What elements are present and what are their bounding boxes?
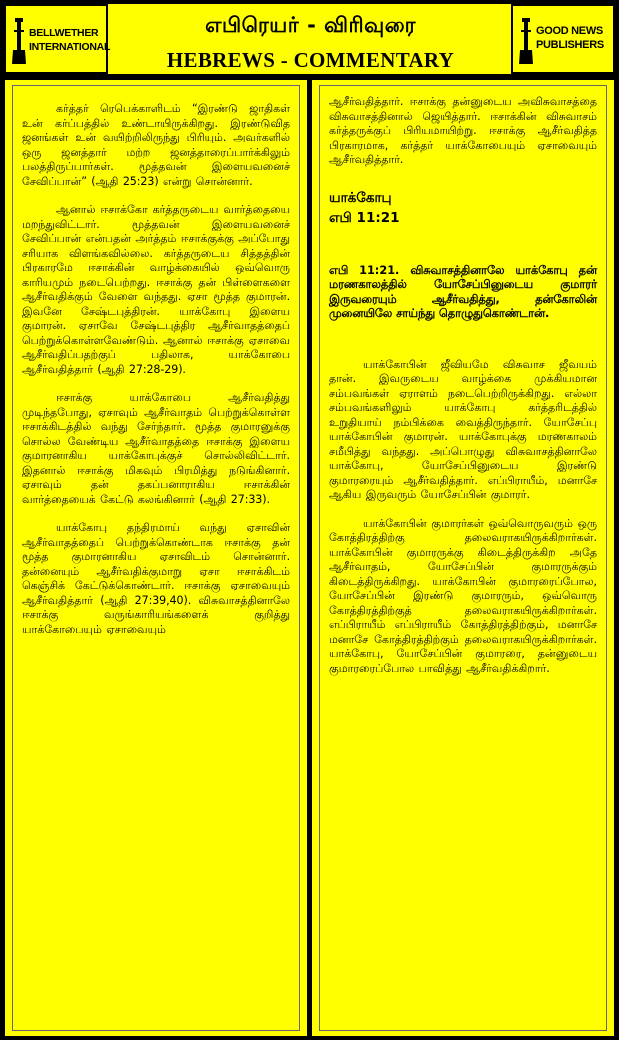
logo-right-line2: PUBLISHERS: [536, 39, 604, 51]
page-title: [112, 4, 509, 74]
bellwether-logo: [4, 4, 111, 74]
header: [3, 3, 616, 75]
left-paragraph: ஈசாக்கு யாக்கோபை ஆசீர்வதித்து முடிந்தபோது, ஏசாவும் ஆசீர்வாதம் பெற்றுக்கொள்ள ஈசாக்கிடத்தில் வந்து சேர்ந்தார். மூத்த குமாரனுக்கு சொல்ல வேண்டிய ஆசீர்வாதத்தை ஈசாக்கு இளைய குமாரனாகிய யாக்கோபுக்குச் சொல்லிவிட்டார். இதனால் ஈசாக்கு மிகவும் பிரமித்து நடுங்கினார். ஏசாவும் தன் தகப்பனாராகிய ஈசாக்கின் வார்த்தையைக் கேட்டு கலங்கினார் (ஆதி 27:33).: [22, 391, 290, 506]
logo-left-line1: BELLWETHER: [29, 27, 99, 39]
section-heading-reference: எபி 11:21: [329, 209, 400, 226]
scripture-verse: எபி 11:21. விசுவாசத்தினாலே யாக்கோபு தன் மரணகாலத்தில் யோசேப்பினுடைய குமாரர் இருவரையும் ஆசீர்வதித்து, தன்கோலின் முனையிலே சாய்ந்து தொழுதுகொண்டான்.: [329, 263, 597, 320]
section-heading: [329, 188, 597, 228]
goodnews-logo: [511, 4, 615, 74]
logo-right-line1: GOOD NEWS: [536, 25, 603, 37]
right-intro-paragraph: ஆசீர்வதித்தார். ஈசாக்கு தன்னுடைய அவிசுவாசத்தை விசுவாசத்தினால் ஜெயித்தார். ஈசாக்கின் விசுவாசம் கர்த்தருக்குப் பிரியமாயிற்று. ஈசாக்கு ஆசீர்வதித்த பிரகாரமாக, கர்த்தர் யாக்கோபையும் ஏசாவையும் ஆசீர்வதித்தார்.: [329, 95, 597, 166]
bellwether-logo-icon: [12, 18, 26, 64]
right-paragraph: யாக்கோபின் குமாரர்கள் ஒவ்வொருவரும் ஒரு கோத்திரத்திற்கு தலைவராகயிருக்கிறார்கள். யாக்கோபின் குமாரருக்கு கிடைத்திருக்கிற அதே ஆசீர்வாதம், யோசேப்பின் குமாரருக்கும் கிடைத்திருக்கிறது. யாக்கோபின் குமாரரைப்போல, யோசேப்பின் இரண்டு குமாரரும், ஒவ்வொரு கோத்திரத்திற்குத் தலைவராகயிருக்கிறார்கள். எப்பிராயீம் எப்பிராயீம் கோத்திரத்திற்கும், மனாசே மனாசே கோத்திரத்திற்கும் தலைவராகயிருக்கிறார்கள். யாக்கோபு, யோசேப்பின் குமாரரை, தன்னுடைய குமாரரைப்போல பாவித்து ஆசீர்வதிக்கிறார்.: [329, 516, 597, 675]
right-column: [311, 79, 615, 1037]
title-tamil: எபிரெயர் - விரிவுரை: [205, 13, 416, 37]
left-paragraph: யாக்கோபு தந்திரமாய் வந்து ஏசாவின் ஆசீர்வாதத்தைப் பெற்றுக்கொண்டாக ஈசாக்கு தன் மூத்த குமாரனாகிய ஏசாவிடம் சொன்னார். தன்னையும் ஆசீர்வதிக்குமாறு ஏசா ஈசாக்கிடம் கெஞ்சிக் கேட்டுக்கொண்டார். ஈசாக்கு ஏசாவையும் ஆசீர்வதித்தார் (ஆதி 27:39,40). விசுவாசத்தினாலே ஈசாக்கு வருங்காரியங்களைக் குறித்து யாக்கோபையும் ஏசாவையும்: [22, 521, 290, 636]
right-paragraph: யாக்கோபின் ஜீவியமே விசுவாச ஜீவயம் தான். இவருடைய வாழ்க்கை முக்கியமான சம்பவங்கள் ஏராளம் நடைபெற்றிருக்கிறது. எல்லா சம்பவங்களிலும் யாக்கோபு கர்த்தரிடத்தில் உறுதியாய் நம்பிக்கை வைத்திருந்தார். யோசேப்பு யாக்கோபின் குமாரன். யாக்கோபுக்கு மரணகாலம் சமீபித்து வந்தது. அப்பொழுது விசுவாசத்தினாலே யாக்கோபு, யோசேப்பினுடைய இரண்டு குமாரரையும் ஆசீர்வதித்தார். எப்பிராயீம், மனாசே ஆகிய இருவரும் யோசேப்பின் குமாரர்.: [329, 357, 597, 501]
left-column: [4, 79, 308, 1037]
title-english: HEBREWS - COMMENTARY: [166, 48, 455, 72]
left-paragraph: கர்த்தர் ரெபெக்காளிடம் “இரண்டு ஜாதிகள் உன் கர்ப்பத்தில் உண்டாயிருக்கிறது. இரண்டுவித ஜனங்கள் உன் வயிற்றிலிருந்து பிரியும். அவர்களில் ஒரு ஜனத்தார் மற்ற ஜனத்தாரைப்பார்க்கிலும் பலத்திருப்பார்கள். மூத்தவன் இளையவனைச் சேவிப்பான்” (ஆதி 25:23) என்று சொன்னார்.: [22, 102, 290, 188]
goodnews-logo-icon: [519, 18, 533, 64]
section-heading-name: யாக்கோபு: [329, 189, 392, 206]
left-paragraph: ஆனால் ஈசாக்கோ கர்த்தருடைய வார்த்தையை மறந்துவிட்டார். மூத்தவன் இளையவனைச் சேவிப்பான் என்பதன் அர்த்தம் ஈசாக்குக்கு அப்போது சரியாக விளங்கவில்லை. கர்த்தருடைய சித்தத்தின் பிரகாரமே ஈசாக்கின் வாழ்க்கையில் ஒவ்வொரு காரியமும் நடைபெற்றது. ஈசாக்கு தன் பிள்ளைகளை ஆசீர்வதிக்கும் வேளை வந்தது. ஏசா மூத்த குமாரன். இவனே சேஷ்டபுத்திரன். யாக்கோபு இளைய குமாரன். ஏசாவே சேஷ்டபுத்திர ஆசீர்வாதத்தைப் பெற்றுக்கொள்ளவேண்டும். ஆனால் ஈசாக்கு ஏசாவை ஆசீர்வதிப்பதற்குப் பதிலாக, யாக்கோபை ஆசீர்வதித்தார் (ஆதி 27:28-29).: [22, 203, 290, 376]
logo-left-line2: INTERNATIONAL: [29, 41, 111, 53]
